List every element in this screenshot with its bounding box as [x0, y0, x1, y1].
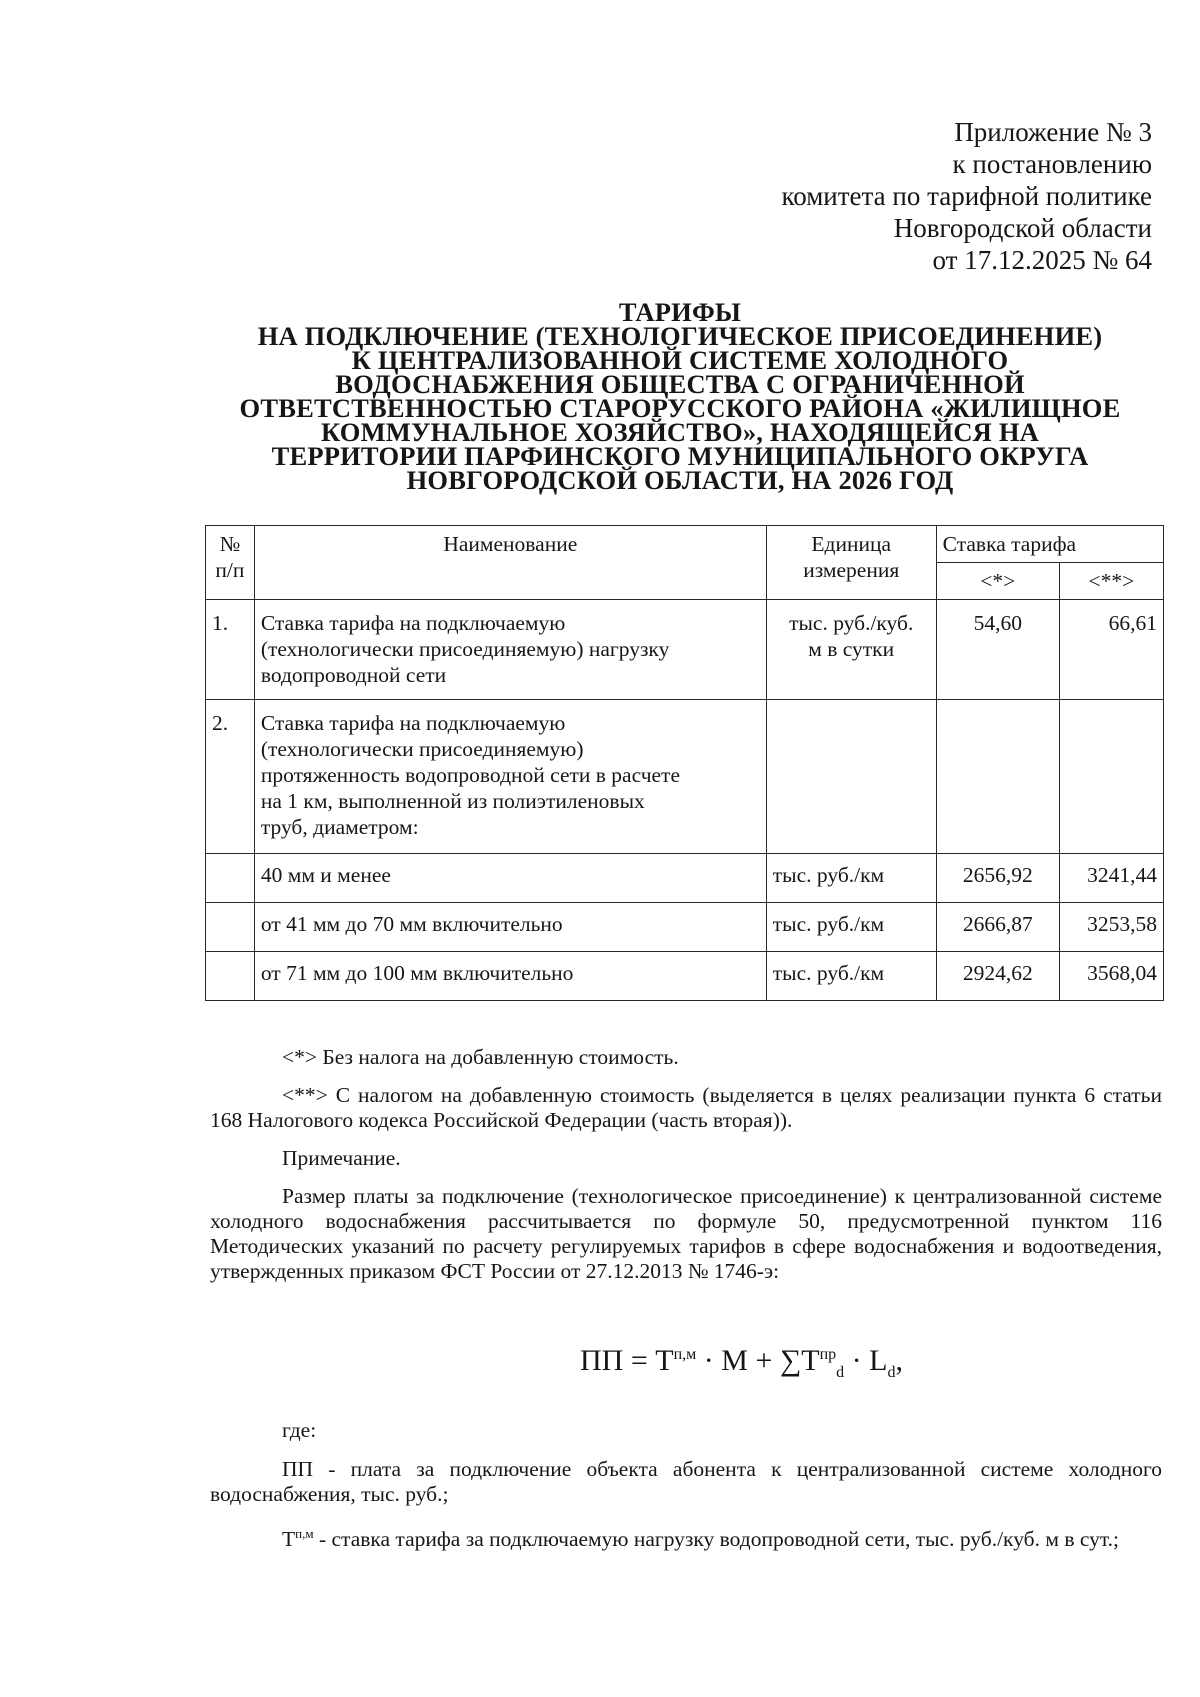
header-name: Наименование	[254, 526, 766, 600]
row-rate-no-vat: 54,60	[936, 600, 1059, 700]
title-line: К ЦЕНТРАЛИЗОВАННОЙ СИСТЕМЕ ХОЛОДНОГО	[351, 345, 1009, 375]
row-name-line: на 1 км, выполненной из полиэтиленовых	[260, 789, 645, 813]
formula-tariff-length-sub: d	[836, 1364, 845, 1381]
row-rate-no-vat: 2924,62	[936, 952, 1059, 1001]
row-unit: тыс. руб./км	[766, 952, 936, 1001]
title-line: НОВГОРОДСКОЙ ОБЛАСТИ, НА 2026 ГОД	[406, 465, 954, 495]
definitions-where: где:	[282, 1418, 317, 1442]
header-number-line1: №	[219, 532, 241, 556]
row-rate-no-vat: 2656,92	[936, 854, 1059, 903]
appendix-number: Приложение № 3	[954, 117, 1152, 147]
definition-tariff-load	[210, 1521, 1162, 1552]
row-rate-with-vat: 3241,44	[1059, 854, 1163, 903]
row-name: 40 мм и менее	[254, 854, 766, 903]
appendix-resolution: к постановлению	[952, 149, 1152, 179]
header-number-line2: п/п	[215, 558, 245, 582]
title-line: КОММУНАЛЬНОЕ ХОЗЯЙСТВО», НАХОДЯЩЕЙСЯ НА	[321, 417, 1039, 447]
row-name-line: водопроводной сети	[260, 663, 447, 687]
table-row	[206, 600, 1164, 700]
note-text: Размер платы за подключение (технологическое присоединение) к централизованной системе холодного водоснабжения рассчитывается по формуле 50, предусмотренной пунктом 116 Методических указаний по расчету регулируемых тарифов в сфере водоснабжения и водоотведения, утвержденных приказом ФСТ России от 27.12.2013 № 1746-э:	[210, 1184, 1162, 1283]
row-unit	[766, 700, 936, 854]
formula-length-sub: d	[887, 1364, 896, 1381]
formula-load-term: · М +	[696, 1344, 780, 1377]
table-row	[206, 903, 1164, 952]
definition-tariff-text: - ставка тарифа за подключаемую нагрузку водопроводной сети, тыс. руб./куб. м в сут.;	[313, 1527, 1119, 1552]
row-name-line: (технологически присоединяемую)	[260, 737, 584, 761]
title-line: НА ПОДКЛЮЧЕНИЕ (ТЕХНОЛОГИЧЕСКОЕ ПРИСОЕДИНЕНИЕ)	[257, 321, 1103, 351]
formula-sum-sign: ∑	[779, 1344, 802, 1377]
row-rate-with-vat: 3568,04	[1059, 952, 1163, 1001]
tariff-table	[205, 525, 1164, 1001]
row-name-line: Ставка тарифа на подключаемую	[260, 711, 566, 735]
footnote-no-vat: <*> Без налога на добавленную стоимость.	[282, 1045, 679, 1069]
row-name: от 71 мм до 100 мм включительно	[254, 952, 766, 1001]
formula-tariff-length: Т	[801, 1344, 820, 1377]
row-unit-line: тыс. руб./куб.	[789, 611, 914, 635]
row-unit	[766, 600, 936, 700]
table-row	[206, 854, 1164, 903]
row-unit: тыс. руб./км	[766, 903, 936, 952]
row-name: от 41 мм до 70 мм включительно	[254, 903, 766, 952]
row-name-line: Ставка тарифа на подключаемую	[260, 611, 566, 635]
title-line: ОТВЕТСТВЕННОСТЬЮ СТАРОРУССКОГО РАЙОНА «ЖИЛИЩНОЕ	[239, 393, 1121, 423]
row-name-line: (технологически присоединяемую) нагрузку	[260, 637, 670, 661]
appendix-date: от 17.12.2025 № 64	[932, 245, 1152, 275]
row-name	[254, 700, 766, 854]
header-number	[206, 526, 255, 600]
formula-lhs: ПП	[580, 1344, 624, 1377]
definition-pp: ПП - плата за подключение объекта абонента к централизованной системе холодного водоснабжения, тыс. руб.;	[210, 1457, 1162, 1506]
appendix-header	[592, 116, 1152, 276]
title-line: ТЕРРИТОРИИ ПАРФИНСКОГО МУНИЦИПАЛЬНОГО ОКРУГА	[271, 441, 1089, 471]
definition-tariff-symbol: Т	[282, 1527, 296, 1552]
formula-tariff-length-sup: пр	[819, 1346, 837, 1363]
footnote-with-vat: <**> С налогом на добавленную стоимость (выделяется в целях реализации пункта 6 статьи 168 Налогового кодекса Российской Федерации (часть вторая)).	[210, 1083, 1162, 1132]
notes-section	[210, 1045, 1162, 1297]
row-rate-with-vat	[1059, 700, 1163, 854]
appendix-region: Новгородской области	[893, 213, 1152, 243]
row-unit-line: м в сутки	[808, 637, 895, 661]
row-rate-with-vat: 3253,58	[1059, 903, 1163, 952]
row-name-line: труб, диаметром:	[260, 815, 419, 839]
definition-tariff-sup: п,м	[295, 1526, 314, 1541]
header-unit	[766, 526, 936, 600]
row-rate-no-vat	[936, 700, 1059, 854]
header-rate-with-vat: <**>	[1059, 563, 1163, 600]
title-line: ТАРИФЫ	[618, 297, 742, 327]
row-number	[206, 903, 255, 952]
table-row	[206, 700, 1164, 854]
row-name-line: протяженность водопроводной сети в расчете	[260, 763, 680, 787]
row-number	[206, 854, 255, 903]
formula-equals: =	[623, 1344, 656, 1377]
payment-formula	[580, 1335, 1000, 1393]
document-title	[200, 297, 1160, 495]
row-rate-with-vat: 66,61	[1059, 600, 1163, 700]
header-unit-line1: Единица	[811, 532, 892, 556]
formula-tariff-load-sup: п,м	[673, 1346, 697, 1363]
row-unit: тыс. руб./км	[766, 854, 936, 903]
title-line: ВОДОСНАБЖЕНИЯ ОБЩЕСТВА С ОГРАНИЧЕННОЙ	[335, 369, 1025, 399]
header-rate: Ставка тарифа	[936, 526, 1163, 563]
definitions-section	[210, 1418, 1162, 1566]
formula-length-term: · L	[844, 1344, 888, 1377]
formula-tariff-load: Т	[655, 1344, 674, 1377]
formula-end: ,	[895, 1344, 903, 1377]
row-number: 2.	[206, 700, 255, 854]
table-header-row	[206, 526, 1164, 563]
row-number: 1.	[206, 600, 255, 700]
appendix-committee: комитета по тарифной политике	[781, 181, 1152, 211]
note-heading: Примечание.	[282, 1146, 401, 1170]
table-row	[206, 952, 1164, 1001]
row-name	[254, 600, 766, 700]
row-number	[206, 952, 255, 1001]
header-rate-no-vat: <*>	[936, 563, 1059, 600]
header-unit-line2: измерения	[803, 558, 900, 582]
row-rate-no-vat: 2666,87	[936, 903, 1059, 952]
